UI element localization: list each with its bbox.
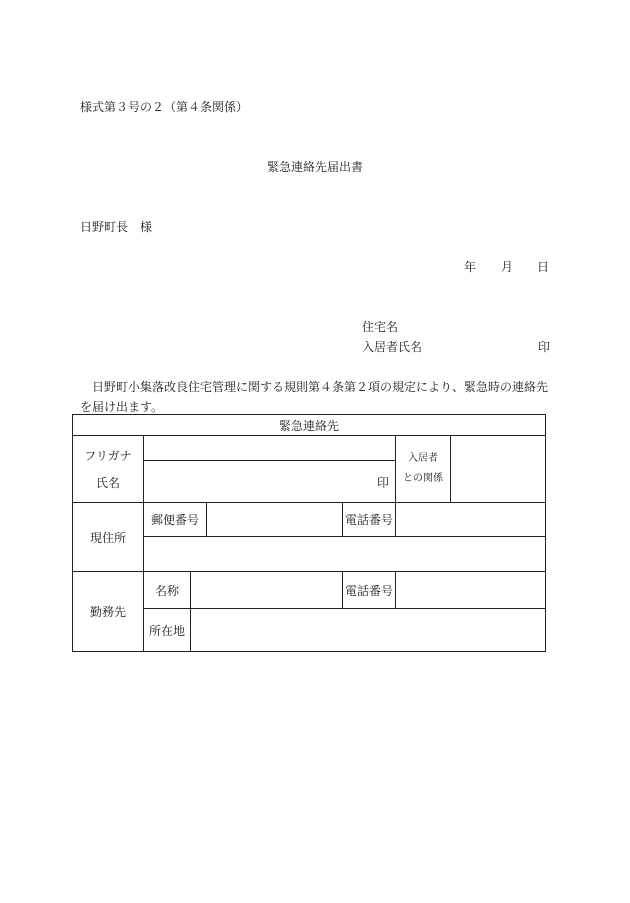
declaration-text: 日野町小集落改良住宅管理に関する規則第４条第２項の規定により、緊急時の連絡先を届け出ます。 [80, 380, 549, 414]
address-section-label: 現住所 [73, 503, 144, 572]
phone-field[interactable] [396, 503, 546, 537]
date-day-label: 日 [537, 260, 550, 274]
workplace-phone-field[interactable] [396, 572, 546, 609]
name-field[interactable] [144, 461, 396, 503]
document-title: 緊急連絡先届出書 [266, 160, 363, 174]
postal-code-field[interactable] [207, 503, 343, 537]
workplace-location-field[interactable] [191, 609, 546, 652]
resident-name-label: 入居者氏名 [362, 340, 423, 354]
workplace-phone-label: 電話番号 [343, 572, 396, 609]
furigana-field[interactable] [144, 436, 396, 461]
date-month-label: 月 [501, 260, 514, 274]
form-number: 様式第３号の２（第４条関係） [80, 100, 249, 114]
addressee: 日野町長 様 [80, 220, 153, 234]
date-year-label: 年 [464, 260, 477, 274]
workplace-location-label: 所在地 [144, 609, 191, 652]
emergency-contact-table [72, 414, 546, 652]
resident-seal-mark: 印 [538, 340, 551, 354]
workplace-section-label: 勤務先 [73, 572, 144, 652]
furigana-name-label [73, 436, 144, 503]
workplace-name-field[interactable] [191, 572, 343, 609]
name-seal-mark: 印 [376, 475, 389, 489]
furigana-label: フリガナ [84, 449, 132, 463]
relation-label-line1: 入居者 [408, 453, 438, 464]
relation-field[interactable] [451, 436, 546, 503]
relation-label [396, 436, 451, 503]
phone-label: 電話番号 [343, 503, 396, 537]
relation-label-line2: との関係 [403, 473, 443, 484]
housing-name-label: 住宅名 [362, 320, 399, 334]
workplace-name-label: 名称 [144, 572, 191, 609]
name-label: 氏名 [95, 476, 120, 490]
table-heading: 緊急連絡先 [73, 415, 546, 436]
postal-code-label: 郵便番号 [144, 503, 207, 537]
address-field[interactable] [144, 537, 546, 572]
